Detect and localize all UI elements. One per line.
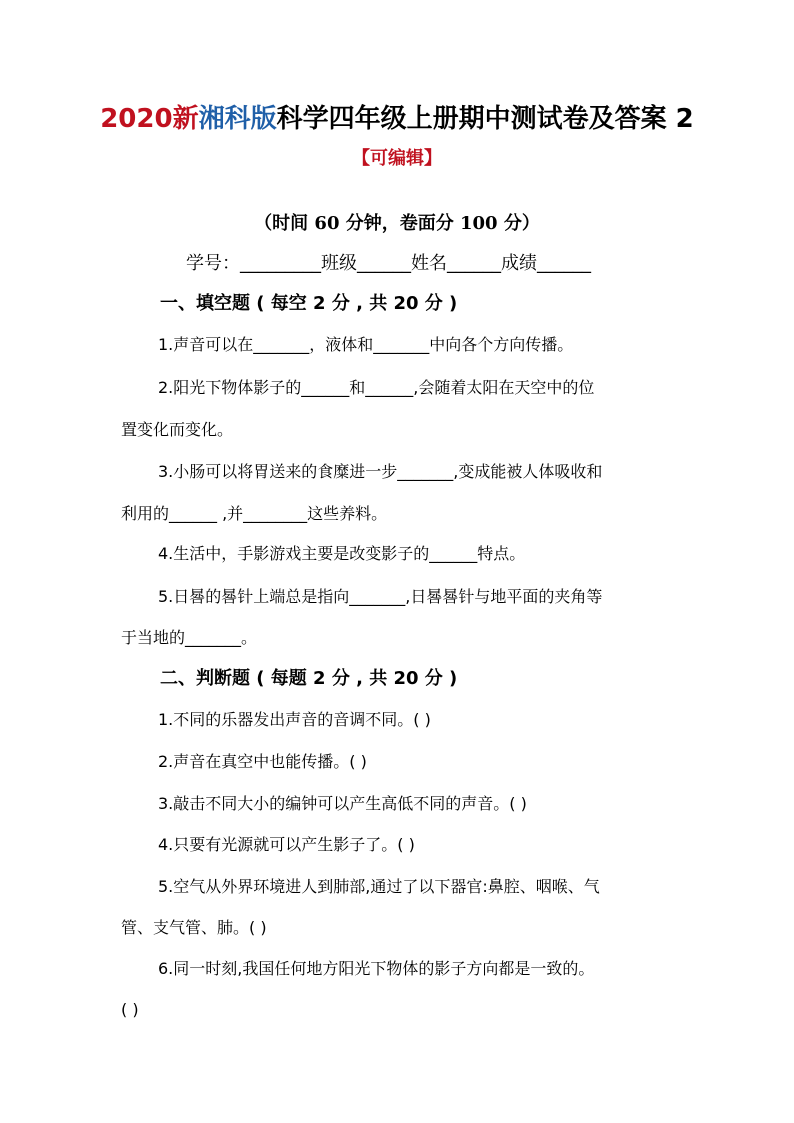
s1-question-3-line2: 利用的______ ,并________这些养料。 — [121, 504, 388, 523]
s1-question-2-line2: 置变化而变化。 — [121, 420, 234, 439]
s1-question-3-line1: 3.小肠可以将胃送来的食糜进一步_______,变成能被人体吸收和 — [158, 462, 603, 481]
title-rest: 科学四年级上册期中测试卷及答案 2 — [276, 104, 694, 134]
s1-question-5-line1: 5.日晷的晷针上端总是指向_______,日晷晷针与地平面的夹角等 — [158, 587, 603, 606]
s2-question-1: 1.不同的乐器发出声音的音调不同。( ) — [158, 710, 431, 729]
s2-question-3: 3.敲击不同大小的编钟可以产生高低不同的声音。( ) — [158, 794, 527, 813]
title-year: 2020 — [100, 104, 173, 134]
s1-question-2-line1: 2.阳光下物体影子的______和______,会随着太阳在天空中的位 — [158, 378, 595, 397]
document-title — [0, 101, 794, 137]
student-info-line: 学号：_________班级______姓名______成绩______ — [186, 253, 591, 274]
section2-heading: 二、判断题 ( 每题 2 分 , 共 20 分 ) — [160, 668, 458, 689]
title-publisher: 湘科版 — [198, 104, 277, 134]
s2-question-2: 2.声音在真空中也能传播。( ) — [158, 752, 367, 771]
s2-question-5-line2: 管、支气管、肺。( ) — [121, 918, 267, 937]
s2-question-6-line2: ( ) — [121, 1000, 139, 1019]
s2-question-5-line1: 5.空气从外界环境进人到肺部,通过了以下器官:鼻腔、咽喉、气 — [158, 877, 600, 896]
s1-question-4: 4.生活中，手影游戏主要是改变影子的______特点。 — [158, 544, 526, 563]
time-score-line: （时间 60 分钟，卷面分 100 分） — [254, 213, 540, 234]
section1-heading: 一、填空题 ( 每空 2 分 , 共 20 分 ) — [160, 293, 458, 314]
s1-question-5-line2: 于当地的_______。 — [121, 628, 258, 647]
s2-question-4: 4.只要有光源就可以产生影子了。( ) — [158, 835, 415, 854]
title-xin: 新 — [172, 104, 199, 134]
s1-question-1: 1.声音可以在_______，液体和_______中向各个方向传播。 — [158, 335, 574, 354]
editable-tag: 【可编辑】 — [352, 148, 442, 169]
s2-question-6-line1: 6.同一时刻,我国任何地方阳光下物体的影子方向都是一致的。 — [158, 959, 595, 978]
